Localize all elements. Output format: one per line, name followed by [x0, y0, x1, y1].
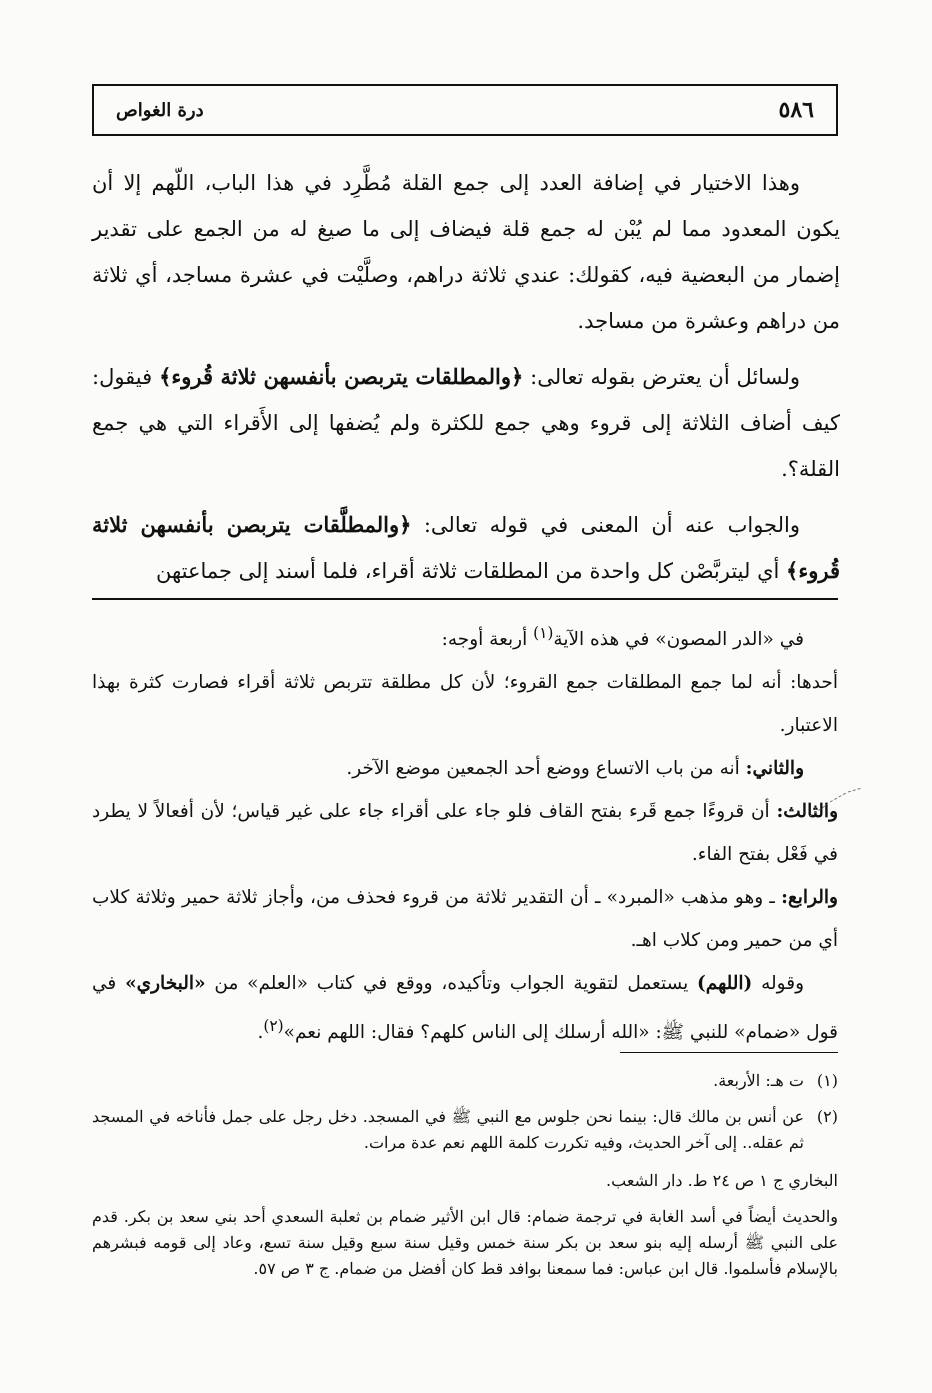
footnote-2	[92, 1104, 838, 1156]
main-paragraph-1-text: وهذا الاختيار في إضافة العدد إلى جمع القلة مُطَّرِد في هذا الباب، اللّهم إلا أن يكون المعدود مما لم يُبْن له جمع قلة فيضاف إلى ما صيغ له من الجمع على تقدير إضمار من البعضية فيه، كقولك: عندي ثلاثة دراهم، وصلَّيْت في عشرة مساجد، أي ثلاثة من دراهم وعشرة من مساجد.	[92, 171, 840, 333]
label-second: والثاني:	[745, 758, 804, 780]
footnote-source-usd-al-ghaba: والحديث أيضاً في أسد الغابة في ترجمة ضمام: قال ابن الأثير ضمام بن ثعلبة السعدي أحد بني سعد بن بكر. قدم على النبي ﷺ أرسله إليه بنو سعد بن بكر سنة خمس وقيل سنة سبع وقيل سنة تسع، وعاد إلى قومه فبشرهم بالإسلام فأسلموا. قال ابن عباس: فما سمعنا بوافد قط كان أفضل من ضمام. ج ٣ ص ٥٧.	[92, 1207, 838, 1278]
para2-question: فيقول: كيف أضاف الثلاثة إلى قروء وهي جمع للكثرة ولم يُضفها إلى الأَقراء التي هي جمع القلة؟.	[92, 365, 840, 481]
main-paragraph-2	[92, 354, 840, 492]
third-text: أن قروءًا جمع قَرء بفتح القاف فلو جاء على أقراء جاء على غير قياس؛ لأن أفعالاً لا يطرد في فَعْل بفتح الفاء.	[92, 801, 838, 866]
main-paragraph-3	[92, 502, 840, 594]
quran-verse-2: ﴿والمطلَّقات يتربصن بأنفسهن ثلاثة قُروء﴾	[92, 512, 840, 583]
label-third: والثالث:	[776, 801, 838, 823]
second-text: أنه من باب الاتساع ووضع أحد الجمعين موضع الآخر.	[346, 758, 740, 780]
commentary-closing	[92, 962, 838, 1054]
footnote-ref-2: (٢)	[263, 1017, 284, 1036]
closing-text-c: في قول «ضمام» للنبي ﷺ: «الله أرسلك إلى الناس كلهم؟ فقال: اللهم نعم»	[92, 973, 838, 1044]
footnotes-block	[92, 1068, 838, 1282]
intro-text: في «الدر المصون» في هذه الآية	[553, 629, 804, 651]
para3-answer: أي ليتربَّصْن كل واحدة من المطلقات ثلاثة أقراء، فلما أسند إلى جماعتهن	[155, 559, 780, 583]
text-divider	[92, 598, 838, 600]
quran-verse: ﴿والمطلقات يتربصن بأنفسهن ثلاثة قُروء﴾	[159, 364, 524, 389]
commentary-block	[92, 612, 838, 1054]
term-allahumma: (اللهم)	[697, 973, 753, 995]
main-paragraph-2-text	[92, 354, 840, 492]
footnote-1-number: (١)	[816, 1071, 838, 1090]
footnote-ref-1: (١)	[533, 624, 554, 642]
intro-text-2: أربعة أوجه:	[441, 629, 528, 651]
page-number: ٥٨٦	[778, 97, 814, 123]
footnote-source-bukhari: البخاري ج ١ ص ٢٤ ط. دار الشعب.	[606, 1171, 838, 1190]
closing-text-a: وقوله	[761, 973, 804, 995]
fourth-text: ـ وهو مذهب «المبرد» ـ أن التقدير ثلاثة من قروء فحذف من، وأجاز ثلاثة حمير وثلاثة كلاب أي من حمير ومن كلاب اهـ.	[92, 887, 838, 952]
footnote-1	[92, 1068, 838, 1094]
footnote-1-text: ت هـ: الأربعة.	[713, 1071, 804, 1090]
commentary-first: أحدها: أنه لما جمع المطلقات جمع القروء؛ لأن كل مطلقة تتربص ثلاثة أقراء فصارت كثرة بهذا الاعتبار.	[92, 672, 838, 737]
pencil-mark-icon	[806, 788, 866, 818]
footnote-divider	[620, 1052, 838, 1053]
closing-period: .	[257, 1022, 264, 1044]
footnote-2-text: عن أنس بن مالك قال: بينما نحن جلوس مع النبي ﷺ في المسجد. دخل رجل على جمل فأناخه في المسجد ثم عقله.. إلى آخر الحديث، وفيه تكررت كلمة اللهم نعم عدة مرات.	[92, 1107, 805, 1152]
page-header	[92, 84, 838, 136]
commentary-intro	[92, 612, 838, 661]
commentary-fourth	[92, 876, 838, 962]
closing-text-b: يستعمل لتقوية الجواب وتأكيده، ووقع في كتاب «العلم» من	[214, 973, 689, 995]
main-paragraph-1	[92, 160, 840, 344]
commentary-second	[92, 747, 838, 790]
main-paragraph-3-text	[92, 502, 840, 594]
label-fourth: والرابع:	[781, 887, 838, 909]
book-title: درة الغواص	[116, 99, 204, 121]
para3-lead: والجواب عنه أن المعنى في قوله تعالى:	[423, 513, 800, 537]
para2-lead: ولسائل أن يعترض بقوله تعالى:	[530, 365, 800, 389]
commentary-third	[92, 790, 838, 876]
footnote-2-number: (٢)	[816, 1107, 838, 1126]
term-bukhari: «البخاري»	[125, 973, 206, 995]
